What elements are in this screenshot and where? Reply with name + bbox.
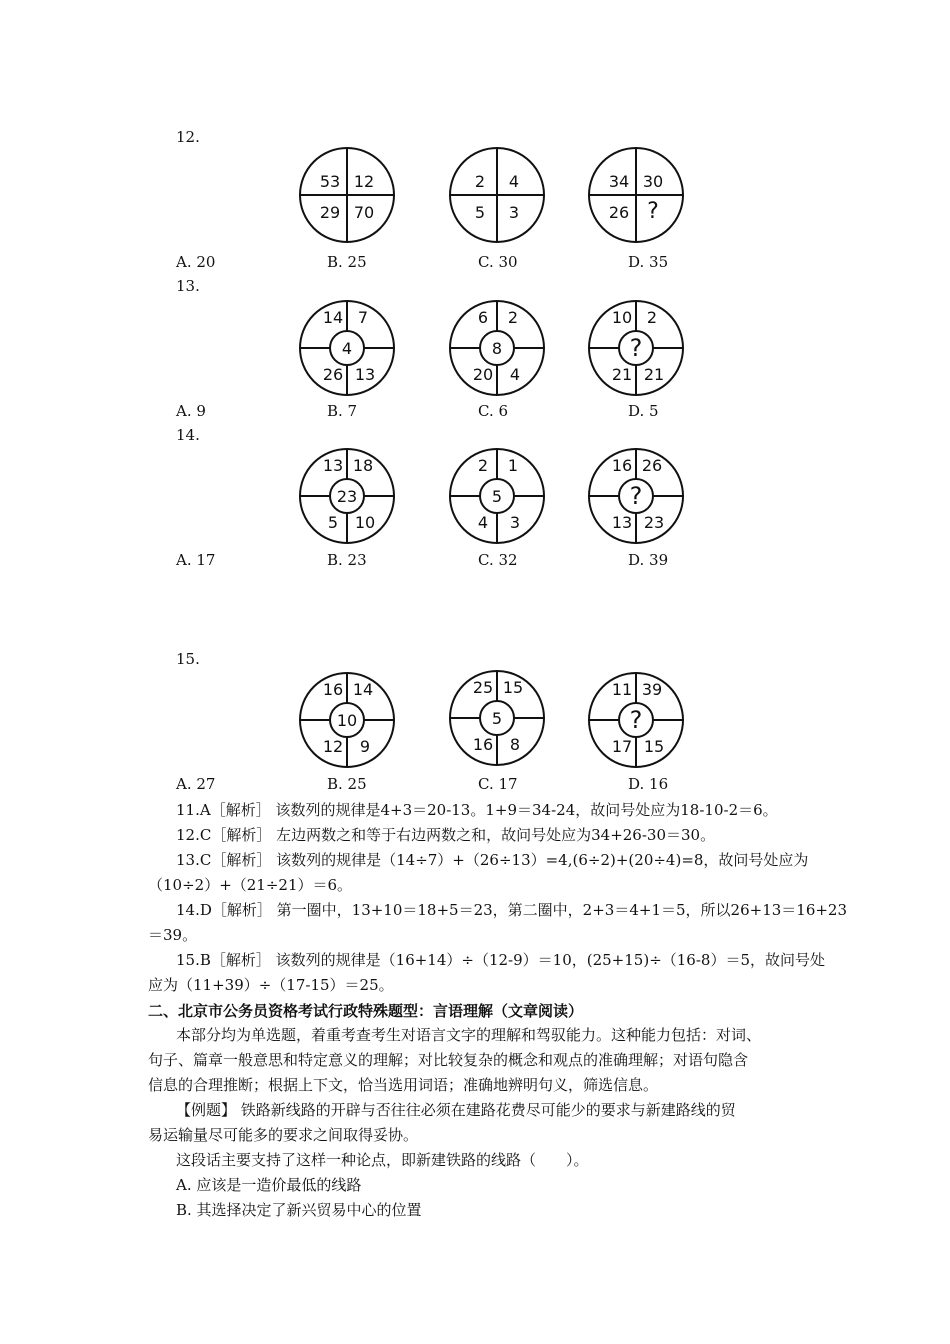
inner-circle bbox=[480, 479, 514, 513]
option-b: B. 7 bbox=[327, 402, 358, 420]
question-number: 12. bbox=[176, 128, 200, 146]
circle-puzzle-1 bbox=[300, 301, 394, 395]
cell-value: 14 bbox=[352, 680, 374, 699]
center-value: 5 bbox=[491, 709, 503, 728]
inner-circle bbox=[330, 479, 364, 513]
option-c: C. 17 bbox=[478, 775, 518, 793]
cell-value: 21 bbox=[643, 365, 665, 384]
outer-circle bbox=[300, 301, 394, 395]
option-a: A. 9 bbox=[176, 402, 206, 420]
question-stem: 这段话主要支持了这样一种论点，即新建铁路的线路（ ）。 bbox=[176, 1151, 589, 1169]
cell-value: 6 bbox=[477, 308, 489, 327]
cell-value: 8 bbox=[509, 735, 521, 754]
inner-circle bbox=[619, 479, 653, 513]
cell-value: 4 bbox=[508, 172, 520, 191]
choice-a: A. 应该是一造价最低的线路 bbox=[176, 1176, 362, 1194]
cell-value: 4 bbox=[509, 365, 521, 384]
cell-value: 10 bbox=[611, 308, 633, 327]
cell-value: 12 bbox=[353, 172, 375, 191]
inner-circle bbox=[480, 331, 514, 365]
cell-value: 13 bbox=[611, 513, 633, 532]
outer-circle bbox=[450, 671, 544, 765]
cell-value: 5 bbox=[327, 513, 339, 532]
center-value: 5 bbox=[491, 487, 503, 506]
center-value: ? bbox=[629, 706, 643, 734]
cell-value: 26 bbox=[322, 365, 344, 384]
cell-value: 34 bbox=[608, 172, 630, 191]
center-value: 8 bbox=[491, 339, 503, 358]
outer-circle bbox=[300, 148, 394, 242]
circle-puzzle-3 bbox=[589, 301, 683, 395]
center-value: 23 bbox=[336, 487, 358, 506]
cell-value: 16 bbox=[472, 735, 494, 754]
cell-value: 26 bbox=[608, 203, 630, 222]
cell-value: 23 bbox=[643, 513, 665, 532]
cell-value: 18 bbox=[352, 456, 374, 475]
cell-value: 16 bbox=[322, 680, 344, 699]
inner-circle bbox=[330, 331, 364, 365]
option-b: B. 25 bbox=[327, 775, 367, 793]
cell-value: 16 bbox=[611, 456, 633, 475]
outer-circle bbox=[589, 301, 683, 395]
answer-explanation: 15.B［解析］ 该数列的规律是（16+14）÷（12-9）＝10，(25+15)÷（16-8）＝5，故问号处 bbox=[176, 951, 826, 969]
intro-paragraph-line: 信息的合理推断；根据上下文，恰当选用词语；准确地辨明句义，筛选信息。 bbox=[148, 1076, 659, 1094]
circle-puzzle-2 bbox=[450, 148, 544, 242]
center-value: 4 bbox=[341, 339, 353, 358]
cell-value: 3 bbox=[508, 203, 520, 222]
option-c: C. 32 bbox=[478, 551, 518, 569]
cell-value: 2 bbox=[474, 172, 486, 191]
answer-explanation: （10÷2）+（21÷21）＝6。 bbox=[148, 876, 353, 894]
outer-circle bbox=[450, 148, 544, 242]
cell-value: 2 bbox=[477, 456, 489, 475]
option-b: B. 23 bbox=[327, 551, 367, 569]
cell-value: 70 bbox=[353, 203, 375, 222]
answer-options bbox=[176, 551, 736, 571]
cell-value: 12 bbox=[322, 737, 344, 756]
option-a: A. 17 bbox=[176, 551, 216, 569]
choice-b: B. 其选择决定了新兴贸易中心的位置 bbox=[176, 1201, 422, 1219]
question-number: 14. bbox=[176, 426, 200, 444]
cell-value: 39 bbox=[641, 680, 663, 699]
answer-explanation: 13.C［解析］ 该数列的规律是（14÷7）+（26÷13）=4,(6÷2)+(20÷4)=8，故问号处应为 bbox=[176, 851, 809, 869]
center-value: ? bbox=[629, 482, 643, 510]
circle-puzzle-1 bbox=[300, 449, 394, 543]
cell-value: 29 bbox=[319, 203, 341, 222]
cell-value: 10 bbox=[354, 513, 376, 532]
outer-circle bbox=[450, 301, 544, 395]
answer-options bbox=[176, 775, 736, 795]
question-number: 15. bbox=[176, 650, 200, 668]
answer-explanation: 11.A［解析］ 该数列的规律是4+3＝20-13。1+9＝34-24，故问号处应为18-10-2＝6。 bbox=[176, 801, 778, 819]
cell-value: 26 bbox=[641, 456, 663, 475]
cell-value: 13 bbox=[322, 456, 344, 475]
option-a: A. 20 bbox=[176, 253, 216, 271]
cell-value: 21 bbox=[611, 365, 633, 384]
intro-paragraph-line: 句子、篇章一般意思和特定意义的理解；对比较复杂的概念和观点的准确理解；对语句隐含 bbox=[148, 1051, 749, 1069]
inner-circle bbox=[619, 703, 653, 737]
cell-value: ? bbox=[647, 199, 659, 224]
center-value: 10 bbox=[336, 711, 358, 730]
center-value: ? bbox=[629, 334, 643, 362]
answer-options bbox=[176, 402, 736, 422]
cell-value: 7 bbox=[357, 308, 369, 327]
option-c: C. 6 bbox=[478, 402, 509, 420]
outer-circle bbox=[589, 673, 683, 767]
cell-value: 15 bbox=[502, 678, 524, 697]
example-line: 【例题】 铁路新线路的开辟与否往往必须在建路花费尽可能少的要求与新建路线的贸 bbox=[176, 1101, 736, 1119]
option-c: C. 30 bbox=[478, 253, 518, 271]
cell-value: 4 bbox=[477, 513, 489, 532]
answer-explanation: 14.D［解析］ 第一圈中，13+10＝18+5＝23，第二圈中，2+3＝4+1＝5，所以26+13＝16+23 bbox=[176, 901, 848, 919]
inner-circle bbox=[480, 701, 514, 735]
cell-value: 15 bbox=[643, 737, 665, 756]
intro-paragraph-line: 本部分均为单选题，着重考查考生对语言文字的理解和驾驭能力。这种能力包括：对词、 bbox=[176, 1026, 762, 1044]
option-d: D. 35 bbox=[628, 253, 669, 271]
cell-value: 1 bbox=[507, 456, 519, 475]
answer-options bbox=[176, 253, 736, 273]
cell-value: 30 bbox=[642, 172, 664, 191]
inner-circle bbox=[330, 703, 364, 737]
option-b: B. 25 bbox=[327, 253, 367, 271]
cell-value: 5 bbox=[474, 203, 486, 222]
cell-value: 20 bbox=[472, 365, 494, 384]
option-d: D. 39 bbox=[628, 551, 669, 569]
inner-circle bbox=[619, 331, 653, 365]
outer-circle bbox=[300, 449, 394, 543]
circle-puzzle-1 bbox=[300, 148, 394, 242]
answer-explanation: ＝39。 bbox=[148, 926, 198, 944]
option-d: D. 5 bbox=[628, 402, 659, 420]
outer-circle bbox=[589, 148, 683, 242]
outer-circle bbox=[589, 449, 683, 543]
cell-value: 2 bbox=[507, 308, 519, 327]
outer-circle bbox=[300, 673, 394, 767]
cell-value: 25 bbox=[472, 678, 494, 697]
cell-value: 14 bbox=[322, 308, 344, 327]
cell-value: 2 bbox=[646, 308, 658, 327]
section-heading: 二、北京市公务员资格考试行政特殊题型：言语理解（文章阅读） bbox=[148, 1002, 584, 1020]
circle-puzzle-1 bbox=[300, 673, 394, 767]
circle-puzzle-3 bbox=[589, 449, 683, 543]
cell-value: 3 bbox=[509, 513, 521, 532]
option-a: A. 27 bbox=[176, 775, 216, 793]
answer-explanation: 应为（11+39）÷（17-15）＝25。 bbox=[148, 976, 394, 994]
circle-puzzle-3 bbox=[589, 148, 683, 242]
cell-value: 11 bbox=[611, 680, 633, 699]
cell-value: 53 bbox=[319, 172, 341, 191]
option-d: D. 16 bbox=[628, 775, 669, 793]
circle-puzzle-2 bbox=[450, 301, 544, 395]
outer-circle bbox=[450, 449, 544, 543]
circle-puzzle-2 bbox=[450, 449, 544, 543]
cell-value: 13 bbox=[354, 365, 376, 384]
answer-explanation: 12.C［解析］ 左边两数之和等于右边两数之和，故问号处应为34+26-30＝30。 bbox=[176, 826, 716, 844]
cell-value: 17 bbox=[611, 737, 633, 756]
question-number: 13. bbox=[176, 277, 200, 295]
circle-puzzle-3 bbox=[589, 673, 683, 767]
example-line: 易运输量尽可能多的要求之间取得妥协。 bbox=[148, 1126, 419, 1144]
cell-value: 9 bbox=[359, 737, 371, 756]
circle-puzzle-2 bbox=[450, 671, 544, 765]
